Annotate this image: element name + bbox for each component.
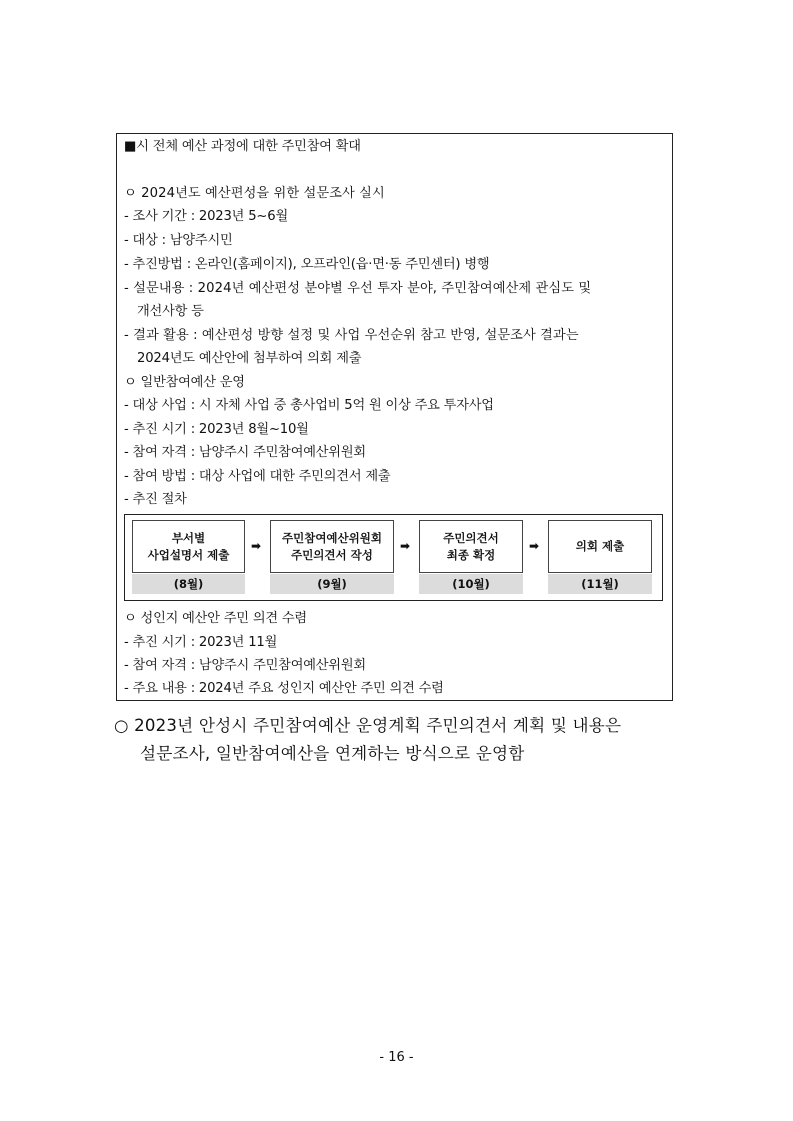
step-2-line2: 주민의견서 작성 <box>291 547 373 562</box>
summary-line-1: ○ 2023년 안성시 주민참여예산 운영계획 주민의견서 계획 및 내용은 <box>114 716 622 735</box>
process-step-1 <box>132 520 245 573</box>
general-target: - 대상 사업 : 시 자체 사업 중 총사업비 5억 원 이상 주요 투자사업 <box>124 398 494 413</box>
general-eligibility: - 참여 자격 : 남양주시 주민참여예산위원회 <box>124 445 366 460</box>
survey-method: - 추진방법 : 온라인(홈페이지), 오프라인(읍·면·동 주민센터) 병행 <box>124 257 490 272</box>
section-general-title: ㅇ 일반참여예산 운영 <box>124 375 245 390</box>
process-month-3: (10월) <box>419 574 523 594</box>
section-gender-title: ㅇ 성인지 예산안 주민 의견 수렴 <box>124 611 307 626</box>
arrow-right-icon: ➡ <box>529 539 540 553</box>
section-survey-title: ㅇ 2024년도 예산편성을 위한 설문조사 실시 <box>124 186 385 201</box>
general-period: - 추진 시기 : 2023년 8월~10월 <box>124 422 309 437</box>
survey-period: - 조사 기간 : 2023년 5~6월 <box>124 209 288 224</box>
page-number: - 16 - <box>379 1050 414 1065</box>
process-month-2: (9월) <box>270 574 394 594</box>
arrow-right-icon: ➡ <box>400 539 411 553</box>
step-4-line1: 의회 제출 <box>575 539 625 553</box>
process-step-3 <box>419 520 523 573</box>
step-1-line1: 부서별 <box>171 530 206 545</box>
arrow-right-icon: ➡ <box>251 539 262 553</box>
general-method: - 참여 방법 : 대상 사업에 대한 주민의견서 제출 <box>124 469 391 484</box>
gender-period: - 추진 시기 : 2023년 11월 <box>124 635 278 650</box>
box-heading: ■시 전체 예산 과정에 대한 주민참여 확대 <box>124 139 361 154</box>
gender-content: - 주요 내용 : 2024년 주요 성인지 예산안 주민 의견 수렴 <box>124 681 444 696</box>
step-1-line2: 사업설명서 제출 <box>147 547 230 562</box>
process-step-4 <box>548 520 652 573</box>
survey-content: - 설문내용 : 2024년 예산편성 분야별 우선 투자 분야, 주민참여예산제 관심도 및 <box>124 281 592 296</box>
survey-content-cont: 개선사항 등 <box>137 304 204 319</box>
survey-result: - 결과 활용 : 예산편성 방향 설정 및 사업 우선순위 참고 반영, 설문조사 결과는 <box>124 328 579 343</box>
step-3-line1: 주민의견서 <box>443 530 499 545</box>
step-3-line2: 최종 확정 <box>446 547 496 562</box>
process-month-4: (11월) <box>548 574 652 594</box>
process-month-1: (8월) <box>132 574 245 594</box>
gender-eligibility: - 참여 자격 : 남양주시 주민참여예산위원회 <box>124 658 366 673</box>
process-step-2 <box>270 520 394 573</box>
general-procedure: - 추진 절차 <box>124 492 187 507</box>
survey-target: - 대상 : 남양주시민 <box>124 233 233 248</box>
summary-line-2: 설문조사, 일반참여예산을 연계하는 방식으로 운영함 <box>140 744 525 763</box>
survey-result-cont: 2024년도 예산안에 첨부하여 의회 제출 <box>137 351 362 366</box>
step-2-line1: 주민참여예산위원회 <box>282 530 382 545</box>
